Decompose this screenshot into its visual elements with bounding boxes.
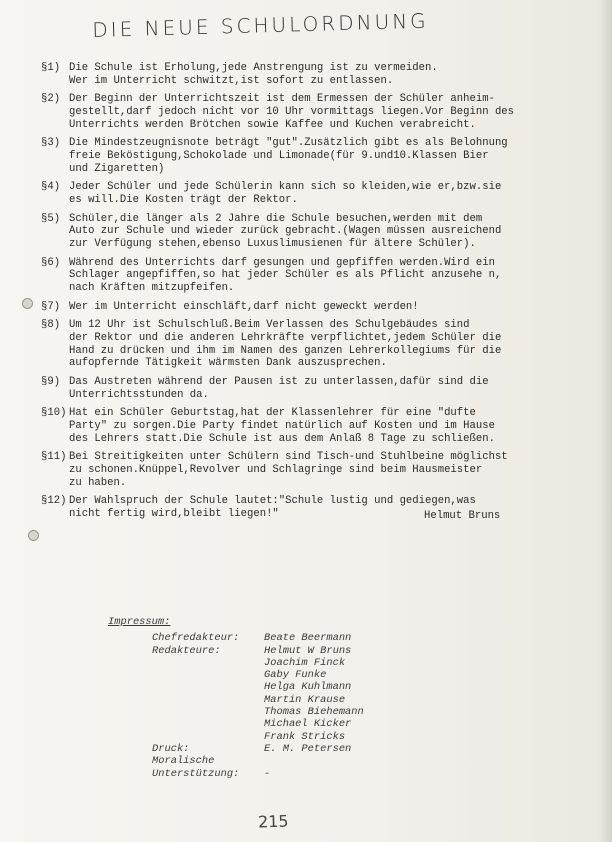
redakteur-name: Frank Stricks: [264, 730, 346, 743]
clause-text: Während des Unterrichts darf gesungen und gepfiffen werden.Wird ein Schlager angepfiffen,so hat jeder Schüler es als Pflicht anzusehe n, nach Kräften mitzupfeifen.: [69, 256, 502, 294]
clause-item: [41, 62, 596, 87]
clause-item: [41, 301, 596, 314]
clause-item: [41, 376, 596, 401]
clause-number: §1): [41, 62, 61, 74]
clause-text: Die Mindestzeugnisnote beträgt "gut".Zusätzlich gibt es als Belohnung freie Beköstigung,Schokolade und Limonade(für 9.und10.Klassen Bier und Zigaretten): [69, 137, 508, 175]
clause-text: Das Austreten während der Pausen ist zu unterlassen,dafür sind die Unterrichtsstunden da.: [69, 375, 489, 401]
clause-item: [41, 319, 596, 369]
redakteur-name: Michael Kicker: [264, 718, 352, 731]
clause-number: §3): [41, 137, 61, 150]
clause-number: §2): [41, 93, 61, 106]
clause-item: [41, 181, 596, 206]
druck-label: Druck:: [152, 742, 190, 755]
redakteur-name: Joachim Finck: [264, 656, 346, 669]
chefredakteur-name: Beate Beermann: [264, 632, 352, 645]
impressum-row-redakteure: [108, 645, 568, 743]
redakteure-list: [264, 645, 568, 743]
clause-item: [41, 451, 596, 489]
clause-number: §12): [41, 495, 67, 508]
impressum-heading: Impressum:: [108, 616, 171, 628]
clause-text: Die Schule ist Erholung,jede Anstrengung ist zu vermeiden. Wer im Unterricht schwitzt,ist sofort zu entlassen.: [69, 62, 438, 87]
clause-text: Der Wahlspruch der Schule lautet:"Schule lustig und gediegen,was nicht fertig wird,bleibt liegen!": [69, 495, 476, 520]
clause-item: [41, 495, 596, 520]
impressum-block: [108, 616, 568, 780]
clause-text: Wer im Unterricht einschläft,darf nicht geweckt werden!: [69, 300, 419, 313]
clause-number: §4): [41, 181, 61, 194]
impressum-row-chefredakteur: [108, 632, 568, 644]
redakteur-name: Gaby Funke: [264, 669, 327, 682]
author-signature: Helmut Bruns: [424, 510, 501, 522]
clause-number: §10): [41, 407, 67, 420]
clause-item: [41, 257, 596, 295]
page-title: DIE NEUE SCHULORDNUNG: [92, 8, 429, 42]
chefredakteur-label: Chefredakteur:: [152, 632, 240, 645]
clause-number: §9): [41, 375, 61, 388]
punch-hole-bottom: [28, 530, 39, 541]
clause-number: §6): [41, 256, 61, 269]
redakteure-label: Redakteure:: [152, 644, 221, 657]
redakteur-name: Helga Kuhlmann: [264, 681, 352, 694]
clause-item: [41, 93, 596, 131]
impressum-row-moral: [108, 755, 568, 780]
clause-item: [41, 137, 596, 175]
clause-number: §8): [41, 319, 61, 332]
clause-item: [41, 213, 596, 251]
clause-item: [41, 407, 596, 445]
clause-text: Jeder Schüler und jede Schülerin kann sich so kleiden,wie er,bzw.sie es will.Die Kosten trägt der Rektor.: [69, 181, 502, 206]
redakteur-name: Martin Krause: [264, 693, 346, 706]
clause-number: §7): [41, 300, 61, 313]
clauses-list: [41, 62, 596, 527]
clause-number: §11): [41, 451, 67, 464]
page-edge-shadow: [598, 0, 612, 842]
clause-text: Der Beginn der Unterrichtszeit ist dem Ermessen der Schüler anheim- gestellt,darf jedoch nicht vor 10 Uhr vormittags liegen.Vor Beginn des Unterrichts werden Brötchen sowie Kaffee und Kuchen verabreicht.: [69, 93, 515, 131]
moral-value: -: [264, 767, 271, 780]
page-number-mark: 215: [257, 811, 289, 832]
clause-text: Um 12 Uhr ist Schulschluß.Beim Verlassen des Schulgebäudes sind der Rektor und die anderen Lehrkräfte verpflichtet,jedem Schüler die Hand zu drücken und ihm im Namen des ganzen Lehrerkollegiums für die aufopfernde Tätigkeit wärmsten Dank auszusprechen.: [69, 319, 502, 370]
redakteur-name: Thomas Biehemann: [264, 706, 364, 719]
redakteur-name: Helmut W Bruns: [264, 644, 352, 657]
clause-text: Schüler,die länger als 2 Jahre die Schule besuchen,werden mit dem Auto zur Schule und wieder zurück gebracht.(Wagen müssen ausreichend zur Verfügung stehen,ebenso Luxuslimusienen für ältere Schüler).: [69, 212, 502, 250]
clause-text: Bei Streitigkeiten unter Schülern sind Tisch-und Stuhlbeine möglichst zu schonen.Knüppel,Revolver und Schlagringe sind beim Hausmeister zu haben.: [69, 451, 508, 489]
clause-text: Hat ein Schüler Geburtstag,hat der Klassenlehrer für eine "dufte Party" zu sorgen.Die Party findet natürlich auf Kosten und im Hause des Lehrers statt.Die Schule ist aus dem Anlaß 8 Tage zu schließen.: [69, 407, 495, 445]
punch-hole-top: [22, 298, 33, 309]
druck-name: E. M. Petersen: [264, 742, 352, 755]
clause-number: §5): [41, 212, 61, 225]
impressum-row-druck: [108, 743, 568, 755]
moral-label: Moralische Unterstützung:: [152, 755, 240, 780]
